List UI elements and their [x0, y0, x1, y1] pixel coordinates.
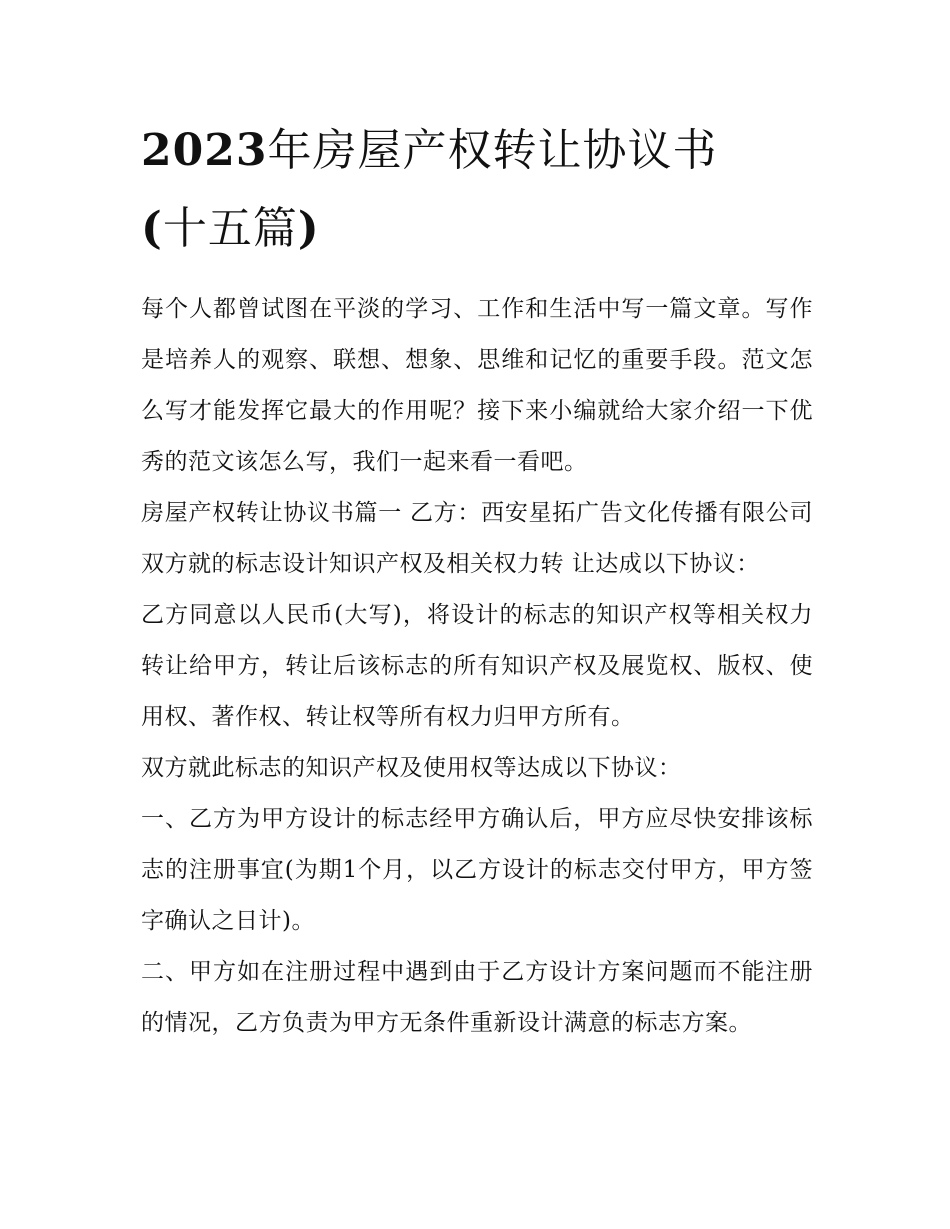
- paragraph-agreement-intro: 双方就此标志的知识产权及使用权等达成以下协议：: [141, 755, 682, 781]
- document-title: [141, 112, 813, 268]
- document-content: [141, 112, 813, 1049]
- title-open-paren: (: [141, 203, 163, 254]
- document-body: [141, 284, 813, 1049]
- paragraph-clause-1: 一、乙方为甲方设计的标志经甲方确认后，甲方应尽快安排该标志的注册事宜(为期1个月，以乙方设计的标志交付甲方，甲方签字确认之日计)。: [141, 806, 813, 934]
- title-line1-text: 年房屋产权转让协议书: [267, 125, 718, 176]
- title-close-paren: ): [297, 203, 320, 254]
- title-line2-text: 十五篇: [162, 203, 298, 254]
- paragraph-clause-2: 二、甲方如在注册过程中遇到由于乙方设计方案问题而不能注册的情况，乙方负责为甲方无条件重新设计满意的标志方案。: [141, 959, 813, 1036]
- paragraph-intro: 每个人都曾试图在平淡的学习、工作和生活中写一篇文章。写作是培养人的观察、联想、想象、思维和记忆的重要手段。范文怎么写才能发挥它最大的作用呢？接下来小编就给大家介绍一下优秀的范文该怎么写，我们一起来看一看吧。: [141, 296, 813, 475]
- paragraph-transfer: 乙方同意以人民币(大写)，将设计的标志的知识产权等相关权力转让给甲方，转让后该标志的所有知识产权及展览权、版权、使用权、著作权、转让权等所有权力归甲方所有。: [141, 602, 813, 730]
- title-year: 2023: [141, 125, 268, 176]
- paragraph-parties: 房屋产权转让协议书篇一 乙方：西安星拓广告文化传播有限公司 双方就的标志设计知识产权及相关权力转 让达成以下协议：: [141, 500, 813, 577]
